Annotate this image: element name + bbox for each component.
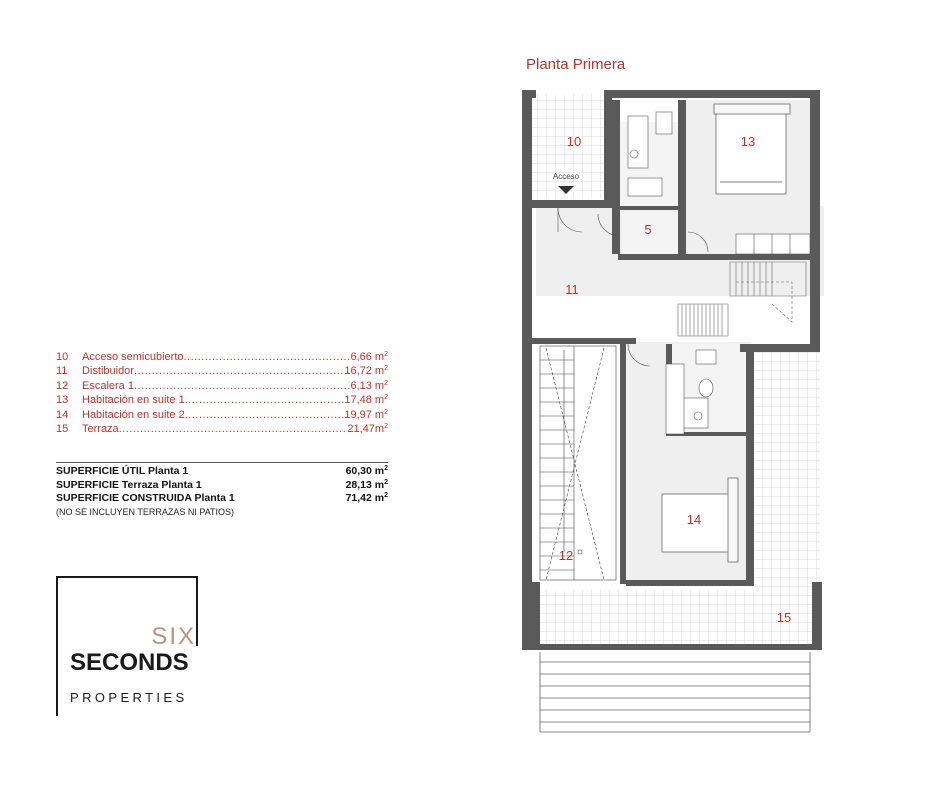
logo-six-text: SIX bbox=[147, 624, 196, 650]
legend-room-name: Terraza bbox=[82, 423, 119, 436]
legend-leader-dots bbox=[119, 422, 348, 436]
floor-plan bbox=[510, 82, 840, 742]
legend-number: 13 bbox=[56, 394, 69, 407]
front-steps bbox=[540, 652, 810, 732]
stair-12 bbox=[540, 346, 616, 580]
room-label-14: 14 bbox=[686, 512, 702, 527]
bed-room-13 bbox=[714, 104, 790, 194]
legend-area: 17,48 $m^2$ bbox=[344, 394, 388, 407]
room-label-5: 5 bbox=[644, 222, 652, 237]
legend-room-name: Habitación en suite 2 bbox=[82, 408, 185, 421]
logo-properties-text: PROPERTIES bbox=[70, 690, 188, 705]
room-label-10: 10 bbox=[566, 134, 582, 149]
legend-row-14 bbox=[56, 408, 388, 422]
legend-number: 14 bbox=[56, 408, 69, 421]
legend-room-name: Escalera 1 bbox=[82, 379, 134, 392]
legend-area: 6,66 $m^2$ bbox=[350, 351, 388, 363]
logo-frame-left-bar bbox=[56, 576, 58, 716]
summary-value: 60,30 $m^2$ bbox=[345, 465, 388, 477]
legend-room-name: Acceso semicubierto bbox=[82, 351, 184, 363]
room-label-12: 12 bbox=[558, 548, 574, 563]
legend-leader-dots bbox=[134, 364, 344, 378]
legend-number: 11 bbox=[56, 365, 68, 378]
summary-value: 28,13 $m^2$ bbox=[345, 478, 388, 491]
summary-label: SUPERFICIE CONSTRUIDA Planta 1 bbox=[56, 492, 235, 504]
legend-area: $21,47m^2$ bbox=[347, 423, 388, 436]
legend-row-12 bbox=[56, 379, 388, 393]
legend-area: 6,13 $m^2$ bbox=[350, 379, 388, 392]
legend-row-10 bbox=[56, 350, 388, 364]
summary-note: (NO SE INCLUYEN TERRAZAS NI PATIOS) bbox=[56, 506, 235, 517]
legend-room-name: Distibuidor bbox=[82, 365, 134, 378]
legend-area: 19,97 $m^2$ bbox=[344, 408, 388, 421]
six-seconds-logo bbox=[56, 576, 196, 716]
legend-row-15 bbox=[56, 422, 388, 436]
logo-seconds-text: SECONDS bbox=[70, 649, 189, 676]
room-label-15: 15 bbox=[776, 610, 792, 625]
legend-row-13 bbox=[56, 393, 388, 407]
legend-row-11 bbox=[56, 364, 388, 378]
legend-leader-dots bbox=[185, 408, 345, 422]
legend-number: 10 bbox=[56, 351, 69, 363]
legend-leader-dots bbox=[184, 350, 351, 364]
legend-room-name: Habitación en suite 1 bbox=[82, 394, 185, 407]
legend-leader-dots bbox=[185, 393, 345, 407]
wardrobe-room-13 bbox=[736, 234, 810, 254]
room-label-11: 11 bbox=[565, 282, 579, 297]
summary-row-terraza bbox=[56, 479, 388, 493]
summary-label: SUPERFICIE ÚTIL Planta 1 bbox=[56, 465, 189, 477]
surface-summary bbox=[56, 462, 388, 519]
summary-label: SUPERFICIE Terraza Planta 1 bbox=[56, 478, 202, 491]
room-label-13: 13 bbox=[740, 134, 756, 149]
summary-row-util bbox=[56, 465, 388, 479]
legend-number: 12 bbox=[56, 379, 69, 392]
plan-title: Planta Primera bbox=[526, 56, 626, 73]
summary-row-construida bbox=[56, 492, 388, 506]
tiled-terraza-side bbox=[754, 350, 820, 590]
summary-value: 71,42 $m^2$ bbox=[345, 492, 388, 504]
legend-area: 16,72 $m^2$ bbox=[344, 365, 388, 378]
legend-leader-dots bbox=[134, 379, 350, 393]
access-label: Acceso bbox=[552, 172, 580, 181]
room-legend bbox=[56, 350, 388, 436]
legend-number: 15 bbox=[56, 423, 69, 436]
